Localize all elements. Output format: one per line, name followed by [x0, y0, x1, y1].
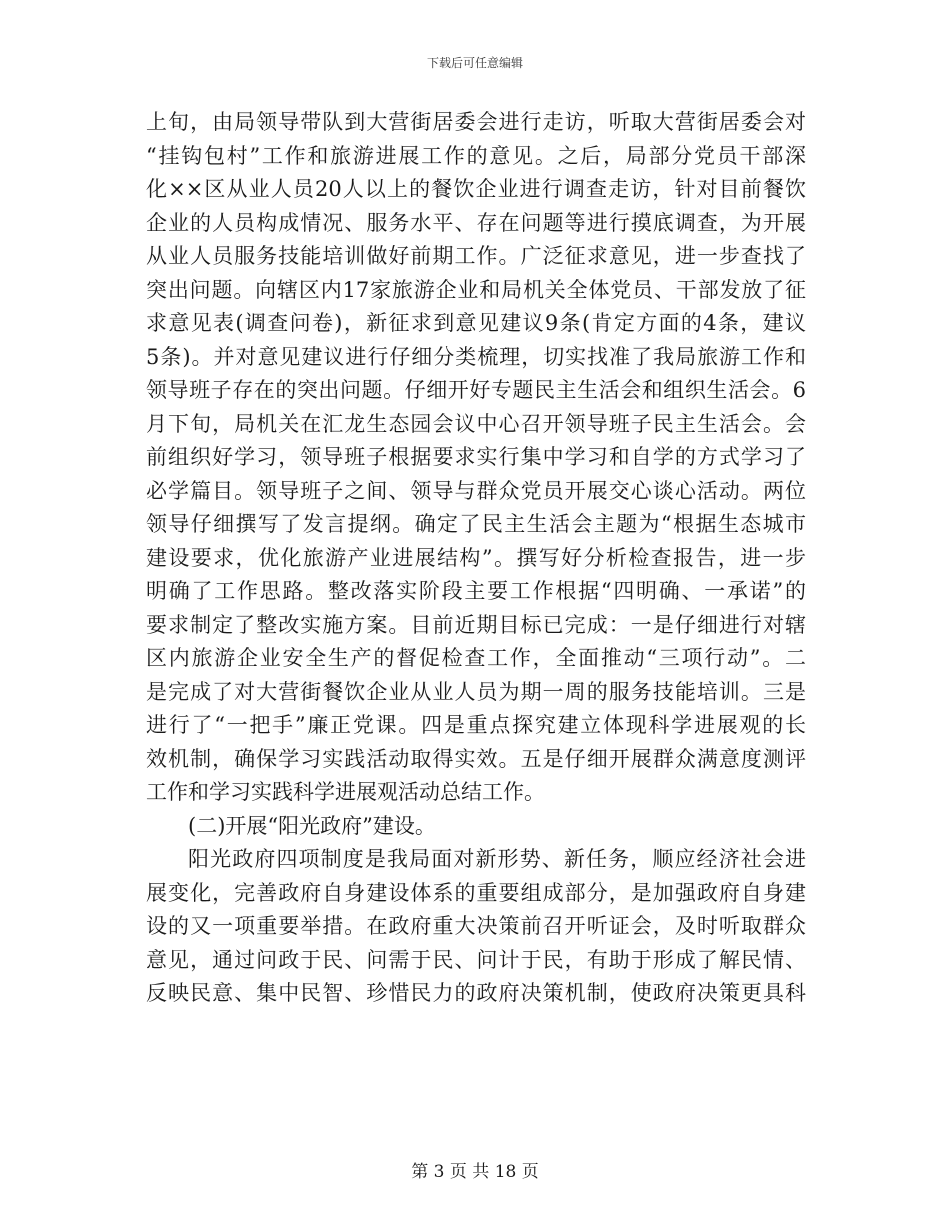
text-line: “挂钩包村”工作和旅游进展工作的意见。之后，局部分党员干部深: [146, 143, 806, 168]
text-line: 求意见表(调查问卷)，新征求到意见建议9条(肯定方面的4条，建议: [146, 311, 806, 335]
text-line: 化××区从业人员20人以上的餐饮企业进行调查走访，针对目前餐饮: [146, 177, 806, 201]
text-line: 展变化，完善政府自身建设体系的重要组成部分，是加强政府自身建: [146, 880, 806, 905]
text-line: 意见，通过问政于民、问需于民、问计于民，有助于形成了解民情、: [146, 947, 806, 972]
text-line: 设的又一项重要举措。在政府重大决策前召开听证会，及时听取群众: [146, 914, 806, 938]
text-line: 突出问题。向辖区内17家旅游企业和局机关全体党员、干部发放了征: [146, 277, 806, 302]
text-line: 要求制定了整改实施方案。目前近期目标已完成：一是仔细进行对辖: [146, 612, 806, 637]
text-line: 是完成了对大营街餐饮企业从业人员为期一周的服务技能培训。三是: [146, 679, 806, 704]
text-line: 反映民意、集中民智、珍惜民力的政府决策机制，使政府决策更具科: [146, 981, 806, 1005]
text-line: 上旬，由局领导带队到大营街居委会进行走访，听取大营街居委会对: [146, 110, 806, 134]
text-line: 必学篇目。领导班子之间、领导与群众党员开展交心谈心活动。两位: [146, 478, 806, 503]
text-line: 阳光政府四项制度是我局面对新形势、新任务，顺应经济社会进: [188, 847, 806, 871]
text-line: 月下旬，局机关在汇龙生态园会议中心召开领导班子民主生活会。会: [146, 411, 806, 436]
section-heading: (二)开展“阳光政府”建设。: [188, 813, 436, 838]
text-line: 5条)。并对意见建议进行仔细分类梳理，切实找准了我局旅游工作和: [146, 344, 806, 369]
page-header: 下载后可任意编辑: [426, 56, 523, 70]
text-line: 领导班子存在的突出问题。仔细开好专题民主生活会和组织生活会。6: [146, 378, 806, 402]
document-body: [146, 106, 806, 1011]
text-line: 建设要求，优化旅游产业进展结构”。撰写好分析检查报告，进一步: [146, 545, 806, 570]
page-number: 第 3 页 共 18 页: [411, 1162, 539, 1182]
text-line: 工作和学习实践科学进展观活动总结工作。: [146, 780, 545, 804]
text-line: 明确了工作思路。整改落实阶段主要工作根据“四明确、一承诺”的: [146, 579, 806, 603]
text-line: 企业的人员构成情况、服务水平、存在问题等进行摸底调查，为开展: [146, 210, 806, 235]
text-line: 前组织好学习，领导班子根据要求实行集中学习和自学的方式学习了: [146, 445, 806, 469]
text-line: 区内旅游企业安全生产的督促检查工作，全面推动“三项行动”。二: [146, 646, 806, 670]
text-line: 进行了“一把手”廉正党课。四是重点探究建立体现科学进展观的长: [146, 713, 806, 737]
text-line: 领导仔细撰写了发言提纲。确定了民主生活会主题为“根据生态城市: [146, 512, 806, 536]
text-line: 效机制，确保学习实践活动取得实效。五是仔细开展群众满意度测评: [146, 746, 806, 771]
text-line: 从业人员服务技能培训做好前期工作。广泛征求意见，进一步查找了: [146, 244, 806, 268]
